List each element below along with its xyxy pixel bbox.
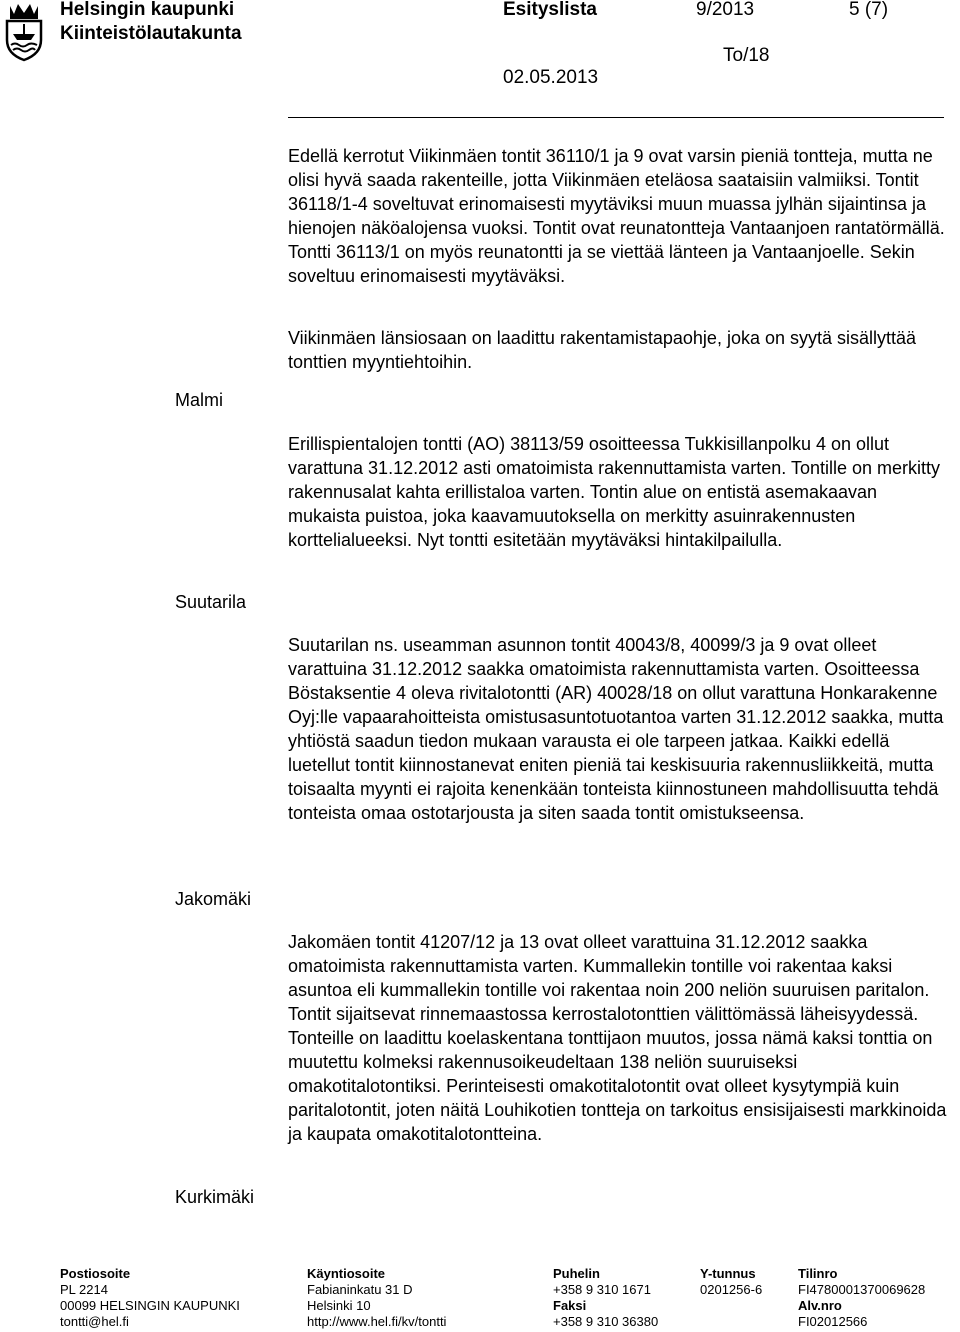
paragraph-jakomaki: Jakomäen tontit 41207/12 ja 13 ovat olleet varattuina 31.12.2012 saakka omatoimista rakennuttamista varten. Kummallekin tontille voi rakentaa kaksi asuntoa eli kummallekin tontille voi rakentaa noin 200 neliön suuruisen paritalon. Tontit sijaitsevat rinnemaastossa kerrostalotonttien välittömässä läheisyydessä. Tonteille on laadittu koelaskentana tonttijaon muutos, jossa nämä kaksi tonttia on muutettu kolmeksi rakennusoikeudeltaan 138 neliön suuruiseksi omakotitalotontiksi. Perinteisesti omakotitalotontit ovat olleet kysytympiä kuin paritalotontit, joten näitä Louhikotien tontteja on tarkoitus ensisijaisesti markkinoida ja kaupata omakotitalotontteina. (288, 932, 947, 1144)
footer-postal-address: Postiosoite PL 2214 00099 HELSINGIN KAUPUNKI tontti@hel.fi (60, 1266, 240, 1329)
meeting-date: 02.05.2013 (503, 67, 599, 88)
footer-email-link[interactable]: tontti@hel.fi (60, 1314, 129, 1329)
board-name: Kiinteistölautakunta (60, 23, 242, 44)
footer-visiting-address: Käyntiosoite Fabianinkatu 31 D Helsinki 10 http://www.hel.fi/kv/tontti (307, 1266, 447, 1329)
page-number: 5 (7) (849, 0, 889, 20)
header-divider (288, 117, 944, 118)
org-name: Helsingin kaupunki (60, 0, 235, 20)
section-label-kurkimaki: Kurkimäki (175, 1187, 255, 1207)
reference-code: To/18 (723, 45, 770, 66)
section-label-suutarila: Suutarila (175, 592, 247, 612)
paragraph-suutarila: Suutarilan ns. useamman asunnon tontit 40043/8, 40099/3 ja 9 ovat olleet varattuina 31.12.2012 saakka omatoimista rakennuttamista varten. Osoitteessa Böstaksentie 4 oleva rivitalotontti (AR) 40028/18 on ollut varattuna Honkarakenne Oyj:lle vapaarahoitteista omistusasuntotuotantoa varten 31.12.2012 saakka, mutta yhtiöstä saadun tiedon mukaan varausta ei ole tarpeen jatkaa. Kaikki edellä luetellut tontit kiinnostanevat eniten pieniä tai keskisuuria rakennusliikkeitä, mutta toisaalta myynti ei rajoita kenenkään tonteista kiinnostuneen mahdollisuutta tehdä tonteista omaa ostotarjousta ja siten saada tontit omistukseensa. (288, 635, 944, 823)
section-label-jakomaki: Jakomäki (175, 889, 252, 909)
helsinki-crest-logo (2, 2, 46, 62)
issue-number: 9/2013 (696, 0, 755, 20)
footer-bank-vat: Tilinro FI4780001370069628 Alv.nro FI02012566 (798, 1266, 926, 1329)
section-label-malmi: Malmi (175, 390, 223, 410)
footer-business-id: Y-tunnus 0201256-6 (700, 1266, 763, 1297)
footer-website-link[interactable]: http://www.hel.fi/kv/tontti (307, 1314, 447, 1329)
paragraph-building-guideline: Viikinmäen länsiosaan on laadittu rakentamistapaohje, joka on syytä sisällyttää tonttien myyntiehtoihin. (288, 328, 917, 372)
doc-type: Esityslista (503, 0, 597, 20)
paragraph-malmi: Erillispientalojen tontti (AO) 38113/59 osoitteessa Tukkisillanpolku 4 on ollut varattuna 31.12.2012 asti omatoimista rakennuttamista varten. Tontille on merkitty rakennusalat kahta erillistaloa varten. Tontin alue on entistä asemakaavan mukaista puistoa, joka kaavamuutoksella on merkitty asuinrakennusten korttelialueeksi. Nyt tontti esitetään myytäväksi hintakilpailulla. (288, 434, 941, 550)
paragraph-viikinmaki: Edellä kerrotut Viikinmäen tontit 36110/1 ja 9 ovat varsin pieniä tontteja, mutta ne olisi hyvä saada rakenteille, jotta Viikinmäen eteläosa saataisiin valmiiksi. Tontit 36118/1-4 soveltuvat erinomaisesti myytäviksi muun muassa jylhän sijaintinsa ja hienojen näköalojensa vuoksi. Tontit ovat reunatontteja Vantaanjoen rantatörmällä. Tontti 36113/1 on myös reunatontti ja se viettää länteen ja Vantaanjoelle. Sekin soveltuu erinomaisesti myytäväksi. (288, 146, 945, 286)
footer-phone-fax: Puhelin +358 9 310 1671 Faksi +358 9 310 36380 (553, 1266, 659, 1329)
